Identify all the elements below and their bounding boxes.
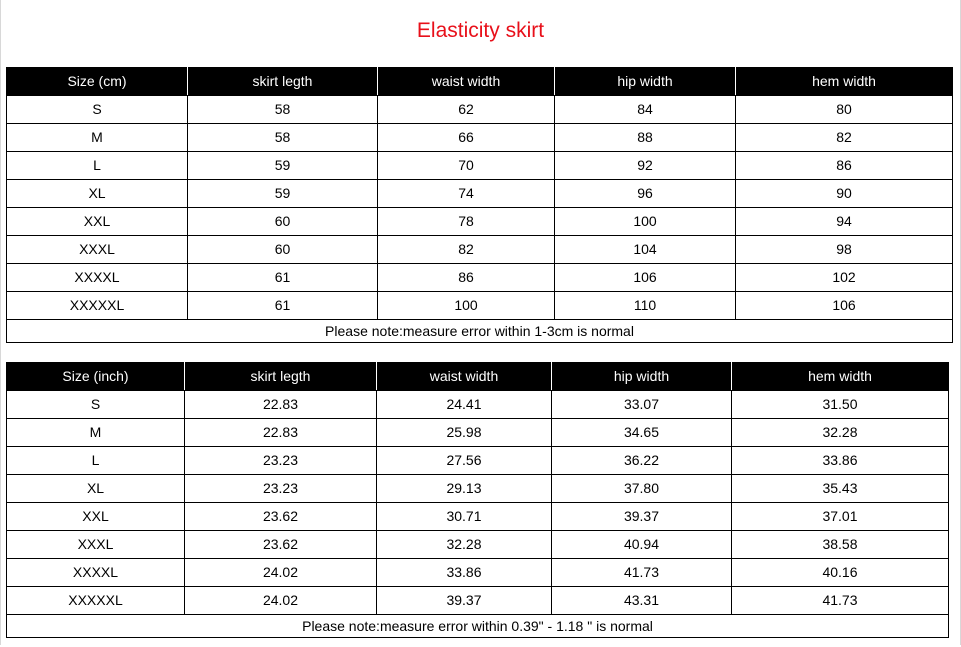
measurement-cell: 40.94 (552, 531, 732, 559)
measurement-cell: 29.13 (377, 475, 552, 503)
measurement-cell: 33.86 (377, 559, 552, 587)
table-row (7, 180, 953, 208)
measurement-cell: 84 (555, 96, 736, 124)
size-label-cell: S (7, 391, 185, 419)
table-row (7, 208, 953, 236)
size-label-cell: XXXL (7, 531, 185, 559)
table-row (7, 447, 949, 475)
measurement-cell: 39.37 (377, 587, 552, 615)
measurement-cell: 78 (378, 208, 555, 236)
measurement-cell: 60 (188, 236, 378, 264)
column-header: waist width (378, 68, 555, 96)
measurement-cell: 33.07 (552, 391, 732, 419)
measurement-cell: 34.65 (552, 419, 732, 447)
measurement-cell: 27.56 (377, 447, 552, 475)
measurement-cell: 24.02 (185, 559, 377, 587)
measurement-cell: 74 (378, 180, 555, 208)
measurement-cell: 102 (736, 264, 953, 292)
size-table-inch (6, 362, 949, 638)
column-header: hem width (736, 68, 953, 96)
table-row (7, 96, 953, 124)
measurement-cell: 41.73 (552, 559, 732, 587)
table-row (7, 503, 949, 531)
table-row (7, 391, 949, 419)
measure-note: Please note:measure error within 1-3cm is normal (7, 320, 953, 343)
measurement-cell: 59 (188, 152, 378, 180)
measurement-cell: 38.58 (732, 531, 949, 559)
measurement-cell: 23.62 (185, 503, 377, 531)
measurement-cell: 104 (555, 236, 736, 264)
size-label-cell: XXL (7, 503, 185, 531)
measurement-cell: 32.28 (732, 419, 949, 447)
measurement-cell: 100 (555, 208, 736, 236)
measurement-cell: 23.23 (185, 475, 377, 503)
measurement-cell: 80 (736, 96, 953, 124)
measurement-cell: 35.43 (732, 475, 949, 503)
measurement-cell: 58 (188, 124, 378, 152)
table-row (7, 531, 949, 559)
measurement-cell: 25.98 (377, 419, 552, 447)
measurement-cell: 86 (378, 264, 555, 292)
table-row (7, 264, 953, 292)
size-label-cell: XL (7, 475, 185, 503)
column-header: hem width (732, 363, 949, 391)
table-row (7, 292, 953, 320)
size-label-cell: XXL (7, 208, 188, 236)
measurement-cell: 59 (188, 180, 378, 208)
size-label-cell: M (7, 419, 185, 447)
size-label-cell: XXXXXL (7, 292, 188, 320)
size-label-cell: M (7, 124, 188, 152)
measurement-cell: 106 (555, 264, 736, 292)
measurement-cell: 32.28 (377, 531, 552, 559)
measurement-cell: 60 (188, 208, 378, 236)
measurement-cell: 66 (378, 124, 555, 152)
measurement-cell: 24.02 (185, 587, 377, 615)
measurement-cell: 92 (555, 152, 736, 180)
measurement-cell: 33.86 (732, 447, 949, 475)
measurement-cell: 37.01 (732, 503, 949, 531)
table-row (7, 124, 953, 152)
size-label-cell: S (7, 96, 188, 124)
size-label-cell: XXXXXL (7, 587, 185, 615)
measurement-cell: 82 (378, 236, 555, 264)
measurement-cell: 88 (555, 124, 736, 152)
table-header-row (7, 363, 949, 391)
measurement-cell: 31.50 (732, 391, 949, 419)
size-label-cell: XXXL (7, 236, 188, 264)
measurement-cell: 40.16 (732, 559, 949, 587)
measurement-cell: 36.22 (552, 447, 732, 475)
measurement-cell: 96 (555, 180, 736, 208)
measurement-cell: 41.73 (732, 587, 949, 615)
column-header: hip width (552, 363, 732, 391)
table-row (7, 419, 949, 447)
measurement-cell: 62 (378, 96, 555, 124)
column-header: Size (inch) (7, 363, 185, 391)
column-header: skirt legth (185, 363, 377, 391)
table-row (7, 236, 953, 264)
size-label-cell: XXXXL (7, 559, 185, 587)
measurement-cell: 43.31 (552, 587, 732, 615)
measurement-cell: 70 (378, 152, 555, 180)
measure-note: Please note:measure error within 0.39" - 1.18 " is normal (7, 615, 949, 638)
column-header: waist width (377, 363, 552, 391)
table-row (7, 475, 949, 503)
measurement-cell: 39.37 (552, 503, 732, 531)
measurement-cell: 94 (736, 208, 953, 236)
column-header: hip width (555, 68, 736, 96)
measurement-cell: 58 (188, 96, 378, 124)
size-label-cell: L (7, 447, 185, 475)
page-title: Elasticity skirt (416, 19, 545, 42)
measurement-cell: 110 (555, 292, 736, 320)
table-header-row (7, 68, 953, 96)
table-row (7, 152, 953, 180)
measurement-cell: 61 (188, 292, 378, 320)
measurement-cell: 86 (736, 152, 953, 180)
measurement-cell: 98 (736, 236, 953, 264)
measurement-cell: 22.83 (185, 391, 377, 419)
size-label-cell: L (7, 152, 188, 180)
measurement-cell: 37.80 (552, 475, 732, 503)
measurement-cell: 22.83 (185, 419, 377, 447)
measurement-cell: 23.23 (185, 447, 377, 475)
measurement-cell: 24.41 (377, 391, 552, 419)
column-header: skirt legth (188, 68, 378, 96)
measurement-cell: 100 (378, 292, 555, 320)
measurement-cell: 90 (736, 180, 953, 208)
measurement-cell: 61 (188, 264, 378, 292)
measurement-cell: 82 (736, 124, 953, 152)
table-row (7, 587, 949, 615)
measurement-cell: 30.71 (377, 503, 552, 531)
table-row (7, 559, 949, 587)
size-label-cell: XL (7, 180, 188, 208)
column-header: Size (cm) (7, 68, 188, 96)
size-label-cell: XXXXL (7, 264, 188, 292)
measurement-cell: 23.62 (185, 531, 377, 559)
measurement-cell: 106 (736, 292, 953, 320)
size-table-cm (6, 67, 953, 343)
